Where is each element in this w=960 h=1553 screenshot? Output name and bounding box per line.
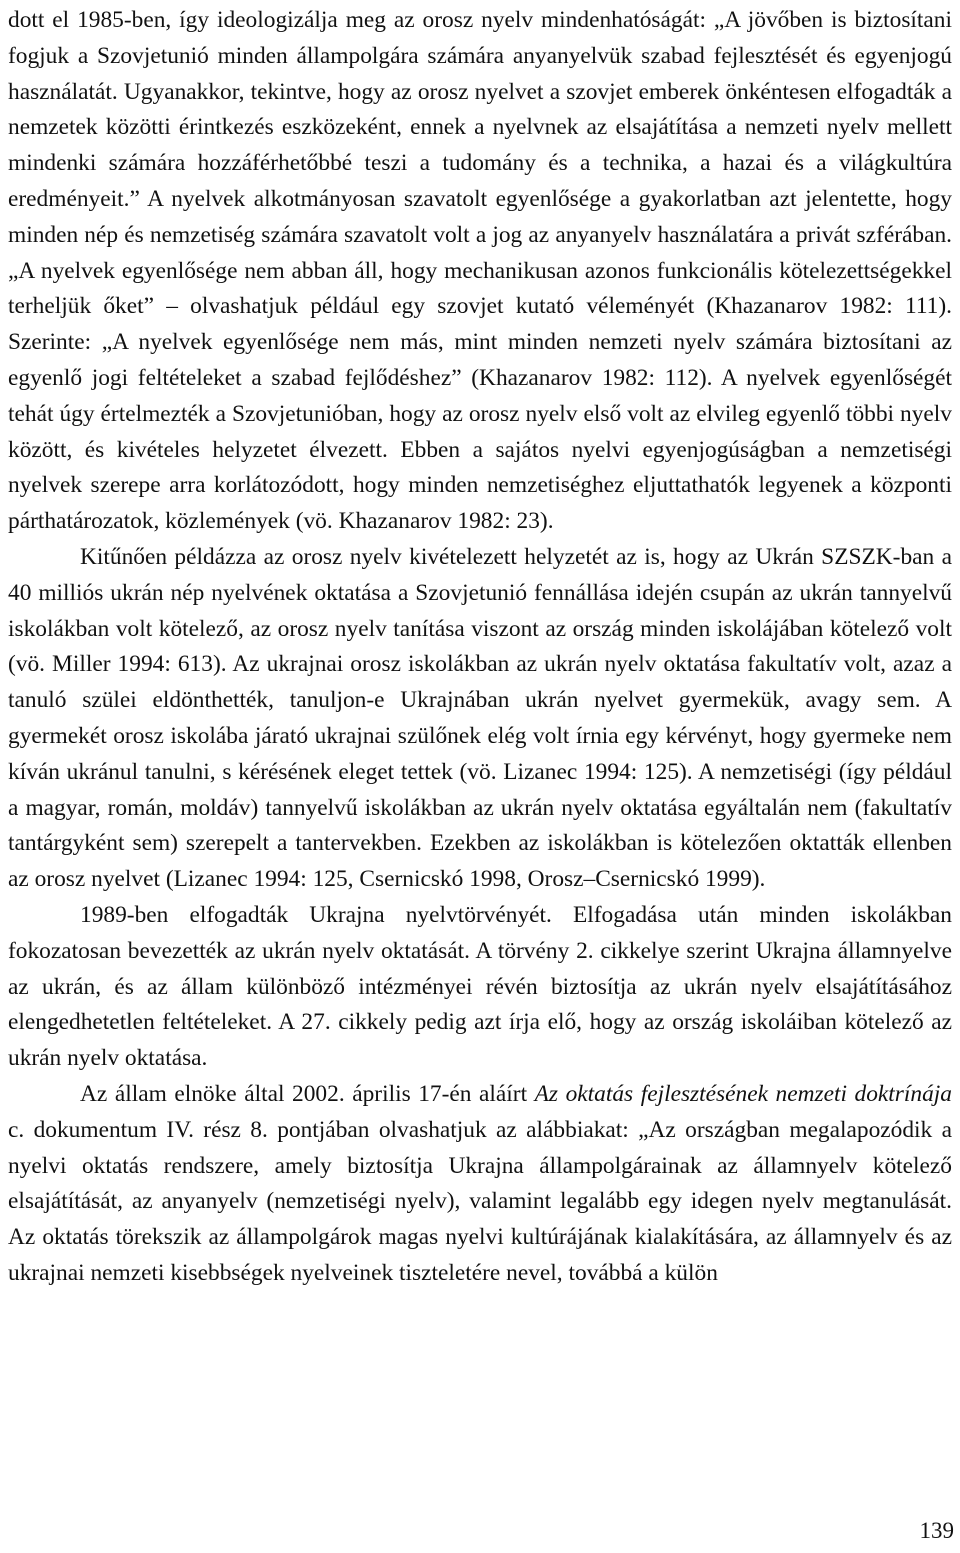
paragraph-4-text-after: c. dokumentum IV. rész 8. pontjában olvashatjuk az alábbiakat: „Az országban megalapozódik a nyelvi oktatás rendszere, amely biztosítja Ukrajna állampolgárainak az államnyelv kötelező elsajátítását, az anyanyelv (nemzetiségi nyelv), valamint legalább egy idegen nyelv megtanulását. Az oktatás törekszik az állampolgárok magas nyelvi kultúrájának kialakítására, az államnyelv és az ukrajnai nemzeti kisebbségek nyelveinek tiszteletére nevel, továbbá a külön [8,1116,952,1286]
paragraph-1: dott el 1985-ben, így ideologizálja meg az orosz nyelv mindenhatóságát: „A jövőben is biztosítani fogjuk a Szovjetunió minden állampolgára számára anyanyelvük szabad fejlesztését és egyenjogú használatát. Ugyanakkor, tekintve, hogy az orosz nyelvet a szovjet emberek önkéntesen elfogadták a nemzetek közötti érintkezés eszközeként, ennek a nyelvnek az elsajátítása a nemzeti nyelv mellett mindenki számára hozzáférhetőbbé teszi a tudomány és a technika, a hazai és a világkultúra eredményeit.” A nyelvek alkotmányosan szavatolt egyenlősége a gyakorlatban azt jelentette, hogy minden nép és nemzetiség számára szavatolt volt a jog az anyanyelv használatára a privát szférában. „A nyelvek egyenlősége nem abban áll, hogy mechanikusan azonos funkcionális kötelezettségekkel terheljük őket” – olvashatjuk például egy szovjet kutató véleményét (Khazanarov 1982: 111). Szerinte: „A nyelvek egyenlősége nem más, mint minden nemzeti nyelv számára biztosítani az egyenlő jogi feltételeket a szabad fejlődéshez” (Khazanarov 1982: 112). A nyelvek egyenlőségét tehát úgy értelmezték a Szovjetunióban, hogy az orosz nyelv első volt az elvileg egyenlő többi nyelv között, és kivételes helyzetet élvezett. Ebben a sajátos nyelvi egyenjogúságban a nemzetiségi nyelvek szerepe arra korlátozódott, hogy minden nemzetiséghez eljuttathatók legyenek a központi párthatározatok, közlemények (vö. Khazanarov 1982: 23). [8,7,952,535]
paragraph-4 [8,1077,952,1292]
paragraph-4-text-before: Az állam elnöke által 2002. április 17-én aláírt [80,1080,535,1107]
document-body [8,3,952,1292]
document-title-italic: Az oktatás fejlesztésének nemzeti doktrínája [534,1080,952,1107]
page-number: 139 [919,1518,954,1543]
paragraph-2: Kitűnően példázza az orosz nyelv kivételezett helyzetét az is, hogy az Ukrán SZSZK-ban a 40 milliós ukrán nép nyelvének oktatása a Szovjetunió fennállása idején csupán az ukrán tannyelvű iskolákban volt kötelező, az orosz nyelv tanítása viszont az ország minden iskolájában kötelező volt (vö. Miller 1994: 613). Az ukrajnai orosz iskolákban az ukrán nyelv oktatása fakultatív volt, azaz a tanuló szülei eldönthették, tanuljon-e Ukrajnában ukrán nyelvet gyermekük, avagy sem. A gyermekét orosz iskolába járató ukrajnai szülőnek elég volt írnia egy kérvényt, hogy gyermeke nem kíván ukránul tanulni, s kérésének eleget tettek (vö. Lizanec 1994: 125). A nemzetiségi (így például a magyar, román, moldáv) tannyelvű iskolákban az ukrán nyelv oktatása egyáltalán nem (fakultatív tantárgyként sem) szerepelt a tantervekben. Ezekben az iskolákban is kötelezően oktatták ellenben az orosz nyelvet (Lizanec 1994: 125, Csernicskó 1998, Orosz–Csernicskó 1999). [8,543,952,893]
paragraph-3: 1989-ben elfogadták Ukrajna nyelvtörvényét. Elfogadása után minden iskolákban fokozatosan bevezették az ukrán nyelv oktatását. A törvény 2. cikkelye szerint Ukrajna államnyelve az ukrán, és az állam különböző intézményei révén biztosítja az ukrán nyelv elsajátításához elengedhetetlen feltételeket. A 27. cikkely pedig azt írja elő, hogy az ország iskoláiban kötelező az ukrán nyelv oktatása. [8,901,952,1072]
